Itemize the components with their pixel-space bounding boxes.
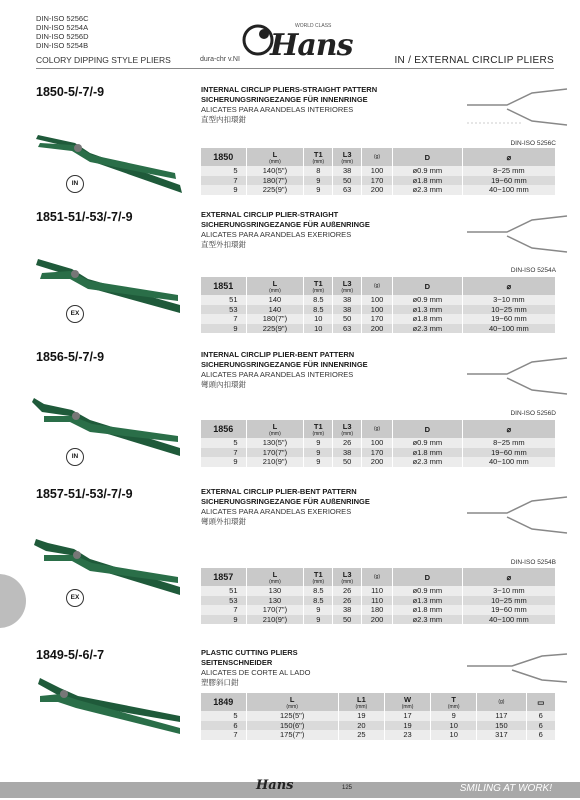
product-description	[201, 648, 461, 688]
col-header: L (mm)	[246, 693, 338, 711]
title-es: ALICATES DE CORTE AL LADO	[201, 668, 311, 677]
dimension-diagram-icon	[462, 210, 572, 260]
title-de: SICHERUNGSRINGEZANGE FÜR INNENRINGE	[201, 95, 368, 104]
dimension-diagram-icon	[462, 487, 572, 537]
din-standard: DIN-ISO 5256C	[36, 14, 89, 23]
col-header: ⌀	[462, 148, 555, 166]
title-de: SICHERUNGSRINGEZANGE FÜR INNENRINGE	[201, 360, 368, 369]
col-header: D	[392, 148, 462, 166]
col-header: L (mm)	[246, 420, 304, 438]
table-row: 7 170(7") 9 38 170 ø1.8 mm 19~60 mm	[201, 448, 556, 458]
col-header: (g)	[362, 277, 393, 295]
footer-logo: Hans	[256, 778, 294, 793]
cutting-pliers-icon	[30, 670, 190, 755]
col-header: 1851	[201, 277, 246, 295]
table-header-row	[201, 148, 556, 166]
title-de: SEITENSCHNEIDER	[201, 658, 273, 667]
title-en: INTERNAL CIRCLIP PLIERS-STRAIGHT PATTERN	[201, 85, 378, 94]
col-header: ⌀	[462, 568, 555, 586]
logo-text: Hans	[270, 28, 353, 63]
col-header: T1 (mm)	[304, 568, 333, 586]
din-standard-label: DIN-ISO 5254A	[510, 267, 556, 274]
dimension-diagram-icon	[462, 648, 572, 698]
spec-table	[201, 148, 556, 195]
title-es: ALICATES PARA ARANDELAS EXERIORES	[201, 507, 352, 516]
title-es: ALICATES PARA ARANDELAS INTERIORES	[201, 105, 354, 114]
table-row: 7 180(7") 9 50 170 ø1.8 mm 19~60 mm	[201, 176, 556, 186]
page-header	[0, 0, 580, 72]
product-description	[201, 487, 461, 527]
spec-table	[201, 693, 556, 740]
page-number: 125	[342, 785, 353, 791]
footer-slogan: SMILING AT WORK!	[459, 783, 552, 794]
col-header: (g)	[362, 148, 393, 166]
col-header: L1 (mm)	[338, 693, 384, 711]
col-header: L (mm)	[246, 568, 304, 586]
din-standard-label: DIN-ISO 5254B	[510, 559, 556, 566]
title-en: EXTERNAL CIRCLIP PLIER-STRAIGHT	[201, 210, 339, 219]
title-cn: 彎頭內扣環鉗	[201, 380, 246, 389]
table-row: 51 140 8.5 38 100 ø0.9 mm 3~10 mm	[201, 295, 556, 305]
col-header: (g)	[362, 420, 393, 438]
col-header: ⌀	[462, 277, 555, 295]
col-header: D	[392, 420, 462, 438]
col-header: D	[392, 277, 462, 295]
header-site: dura-chr v.NI	[200, 56, 240, 63]
table-row: 5 130(5") 9 26 100 ø0.9 mm 8~25 mm	[201, 438, 556, 448]
col-header: (g)	[477, 693, 526, 711]
title-cn: 彎頭外扣環鉗	[201, 517, 246, 526]
title-cn: 塑膠斜口鉗	[201, 678, 239, 687]
table-header-row	[201, 693, 556, 711]
product-code: 1849-5/-6/-7	[36, 648, 105, 662]
col-header: ▭	[526, 693, 556, 711]
logo-tagline: WORLD CLASS	[295, 23, 332, 29]
dimension-diagram-icon	[462, 85, 572, 135]
title-en: INTERNAL CIRCLIP PLIER-BENT PATTERN	[201, 350, 355, 359]
title-en: PLASTIC CUTTING PLIERS	[201, 648, 298, 657]
table-row: 5 140(5") 8 38 100 ø0.9 mm 8~25 mm	[201, 166, 556, 176]
table-row: 51 130 8.5 26 110 ø0.9 mm 3~10 mm	[201, 586, 556, 596]
spec-table	[201, 420, 556, 467]
col-header: L (mm)	[246, 148, 304, 166]
col-header: L (mm)	[246, 277, 304, 295]
col-header: 1850	[201, 148, 246, 166]
table-row: 9 225(9") 10 63 200 ø2.3 mm 40~100 mm	[201, 324, 556, 334]
product-description	[201, 350, 461, 390]
spec-table	[201, 277, 556, 333]
din-standard-label: DIN-ISO 5256D	[510, 410, 556, 417]
table-row: 5 125(5") 19 17 9 117 6	[201, 711, 556, 721]
title-cn: 直型外扣環鉗	[201, 240, 246, 249]
din-standard: DIN-ISO 5254A	[36, 23, 89, 32]
table-row: 9 225(9") 9 63 200 ø2.3 mm 40~100 mm	[201, 185, 556, 195]
table-row: 7 180(7") 10 50 170 ø1.8 mm 19~60 mm	[201, 314, 556, 324]
col-header: (g)	[362, 568, 393, 586]
header-divider	[36, 68, 554, 69]
badge-ex: EX	[66, 589, 84, 607]
table-row: 53 140 8.5 38 100 ø1.3 mm 10~25 mm	[201, 305, 556, 315]
table-row: 6 150(6") 20 19 10 150 6	[201, 721, 556, 731]
table-row: 9 210(9") 9 50 200 ø2.3 mm 40~100 mm	[201, 457, 556, 467]
side-tab-marker	[0, 574, 26, 628]
table-row: 53 130 8.5 26 110 ø1.3 mm 10~25 mm	[201, 596, 556, 606]
din-standard: DIN-ISO 5254B	[36, 41, 89, 50]
table-header-row	[201, 568, 556, 586]
table-header-row	[201, 277, 556, 295]
din-standard-label: DIN-ISO 5256C	[510, 140, 556, 147]
col-header: L3 (mm)	[333, 568, 362, 586]
table-row: 7 170(7") 9 38 180 ø1.8 mm 19~60 mm	[201, 605, 556, 615]
col-header: L3 (mm)	[333, 420, 362, 438]
dimension-diagram-icon	[462, 350, 572, 400]
product-code: 1850-5/-7/-9	[36, 85, 105, 99]
circlip-pliers-external-icon	[30, 245, 190, 330]
col-header: T1 (mm)	[304, 277, 333, 295]
col-header: 1849	[201, 693, 246, 711]
din-standards-list	[36, 14, 89, 50]
table-row: 9 210(9") 9 50 200 ø2.3 mm 40~100 mm	[201, 615, 556, 625]
col-header: T1 (mm)	[304, 420, 333, 438]
title-cn: 直型内扣環鉗	[201, 115, 246, 124]
table-row: 7 175(7") 25 23 10 317 6	[201, 730, 556, 740]
col-header: W (mm)	[384, 693, 430, 711]
title-de: SICHERUNGSRINGEZANGE FÜR AUßENRINGE	[201, 220, 370, 229]
title-es: ALICATES PARA ARANDELAS INTERIORES	[201, 370, 354, 379]
product-code: 1857-51/-53/-7/-9	[36, 487, 133, 501]
din-standard: DIN-ISO 5256D	[36, 32, 89, 41]
col-header: D	[392, 568, 462, 586]
circlip-pliers-straight-icon	[30, 115, 190, 200]
col-header: L3 (mm)	[333, 277, 362, 295]
col-header: ⌀	[462, 420, 555, 438]
badge-ex: EX	[66, 305, 84, 323]
header-subtitle: COLORY DIPPING STYLE PLIERS	[36, 55, 171, 65]
col-header: 1856	[201, 420, 246, 438]
table-header-row	[201, 420, 556, 438]
circlip-pliers-bent-icon	[30, 388, 190, 473]
category-title: IN / EXTERNAL CIRCLIP PLIERS	[394, 55, 554, 66]
brand-logo	[240, 20, 355, 63]
title-es: ALICATES PARA ARANDELAS EXERIORES	[201, 230, 352, 239]
circlip-pliers-bent-external-icon	[30, 525, 190, 610]
product-code: 1856-5/-7/-9	[36, 350, 105, 364]
badge-in: IN	[66, 448, 84, 466]
col-header: T (mm)	[431, 693, 477, 711]
col-header: T1 (mm)	[304, 148, 333, 166]
spec-table	[201, 568, 556, 624]
col-header: 1857	[201, 568, 246, 586]
title-de: SICHERUNGSRINGEZANGE FÜR AUßENRINGE	[201, 497, 370, 506]
page-footer	[0, 776, 580, 800]
col-header: L3 (mm)	[333, 148, 362, 166]
product-description	[201, 85, 461, 125]
product-description	[201, 210, 461, 250]
product-code: 1851-51/-53/-7/-9	[36, 210, 133, 224]
badge-in: IN	[66, 175, 84, 193]
title-en: EXTERNAL CIRCLIP PLIER-BENT PATTERN	[201, 487, 357, 496]
